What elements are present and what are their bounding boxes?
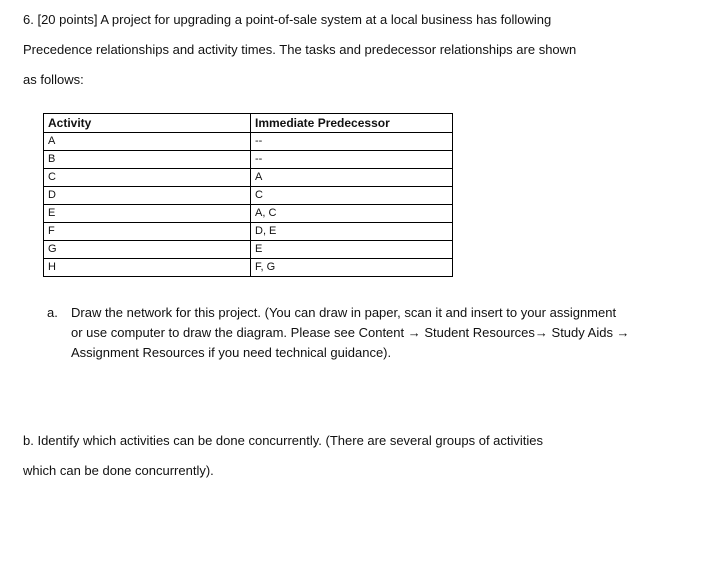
part-a-line-1: Draw the network for this project. (You can draw in paper, scan it and insert to your assignment bbox=[71, 305, 617, 320]
part-b-line-2: which can be done concurrently). bbox=[23, 463, 214, 478]
predecessor-cell: -- bbox=[251, 133, 453, 151]
question-line-3: as follows: bbox=[23, 72, 84, 87]
table-row bbox=[44, 241, 453, 259]
part-a-line-2: or use computer to draw the diagram. Please see Content → Student Resources→ Study Aids → bbox=[71, 325, 630, 340]
activity-cell: E bbox=[44, 205, 251, 223]
predecessor-cell: C bbox=[251, 187, 453, 205]
part-b-line-1: b. Identify which activities can be done concurrently. (There are several groups of activities bbox=[23, 433, 544, 448]
table-row bbox=[44, 151, 453, 169]
question-line-2: Precedence relationships and activity times. The tasks and predecessor relationships are shown bbox=[23, 42, 577, 57]
predecessor-table bbox=[43, 113, 453, 277]
predecessor-cell: A bbox=[251, 169, 453, 187]
activity-cell: A bbox=[44, 133, 251, 151]
table-row bbox=[44, 223, 453, 241]
table-row bbox=[44, 205, 453, 223]
question-line-1: 6. [20 points] A project for upgrading a point-of-sale system at a local business has following bbox=[23, 12, 552, 27]
table-row bbox=[44, 259, 453, 277]
table-header-row bbox=[44, 114, 453, 133]
activity-cell: G bbox=[44, 241, 251, 259]
activity-cell: C bbox=[44, 169, 251, 187]
activity-cell: H bbox=[44, 259, 251, 277]
header-immediate-predecessor: Immediate Predecessor bbox=[251, 114, 453, 133]
predecessor-cell: A, C bbox=[251, 205, 453, 223]
part-a-label: a. bbox=[47, 305, 58, 320]
activity-cell: B bbox=[44, 151, 251, 169]
predecessor-cell: F, G bbox=[251, 259, 453, 277]
table-row bbox=[44, 133, 453, 151]
predecessor-cell: D, E bbox=[251, 223, 453, 241]
predecessor-cell: E bbox=[251, 241, 453, 259]
activity-cell: F bbox=[44, 223, 251, 241]
part-a-line-3: Assignment Resources if you need technical guidance). bbox=[71, 345, 392, 360]
predecessor-cell: -- bbox=[251, 151, 453, 169]
table-row bbox=[44, 187, 453, 205]
activity-cell: D bbox=[44, 187, 251, 205]
header-activity: Activity bbox=[44, 114, 251, 133]
table-row bbox=[44, 169, 453, 187]
part-a-text bbox=[71, 303, 671, 363]
